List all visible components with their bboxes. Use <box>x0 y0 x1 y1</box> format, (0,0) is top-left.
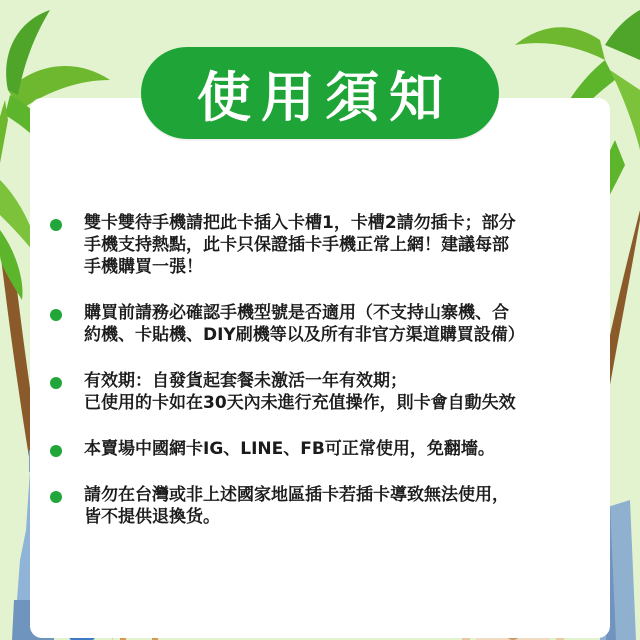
note-line: 本賣場中國網卡IG、LINE、FB可正常使用，免翻墻。 <box>84 439 495 459</box>
note-line: 手機支持熱點，此卡只保證插卡手機正常上網！建議每部 <box>84 235 509 255</box>
bullet-icon <box>50 445 62 457</box>
note-line: 雙卡雙待手機請把此卡插入卡槽1，卡槽2請勿插卡；部分 <box>84 213 516 233</box>
note-line: 約機、卡貼機、DIY刷機等以及所有非官方渠道購買設備） <box>84 325 525 345</box>
list-item <box>50 370 610 414</box>
note-line: 已使用的卡如在30天內未進行充值操作，則卡會自動失效 <box>84 393 516 413</box>
list-item <box>50 438 610 460</box>
list-item <box>50 302 610 346</box>
list-item <box>50 212 610 278</box>
note-line: 請勿在台灣或非上述國家地區插卡若插卡導致無法使用， <box>84 485 509 505</box>
note-line: 購買前請務必確認手機型號是否適用（不支持山寨機、合 <box>84 303 509 323</box>
note-line: 手機購買一張！ <box>84 257 203 277</box>
bullet-icon <box>50 491 62 503</box>
bullet-icon <box>50 377 62 389</box>
page-title: 使用須知 <box>197 65 453 129</box>
bullet-icon <box>50 219 62 231</box>
title-badge <box>141 47 499 139</box>
note-line: 有效期：自發貨起套餐未激活一年有效期； <box>84 371 407 391</box>
notes-list <box>50 212 610 552</box>
list-item <box>50 484 610 528</box>
note-line: 皆不提供退換货。 <box>84 507 220 527</box>
bullet-icon <box>50 309 62 321</box>
